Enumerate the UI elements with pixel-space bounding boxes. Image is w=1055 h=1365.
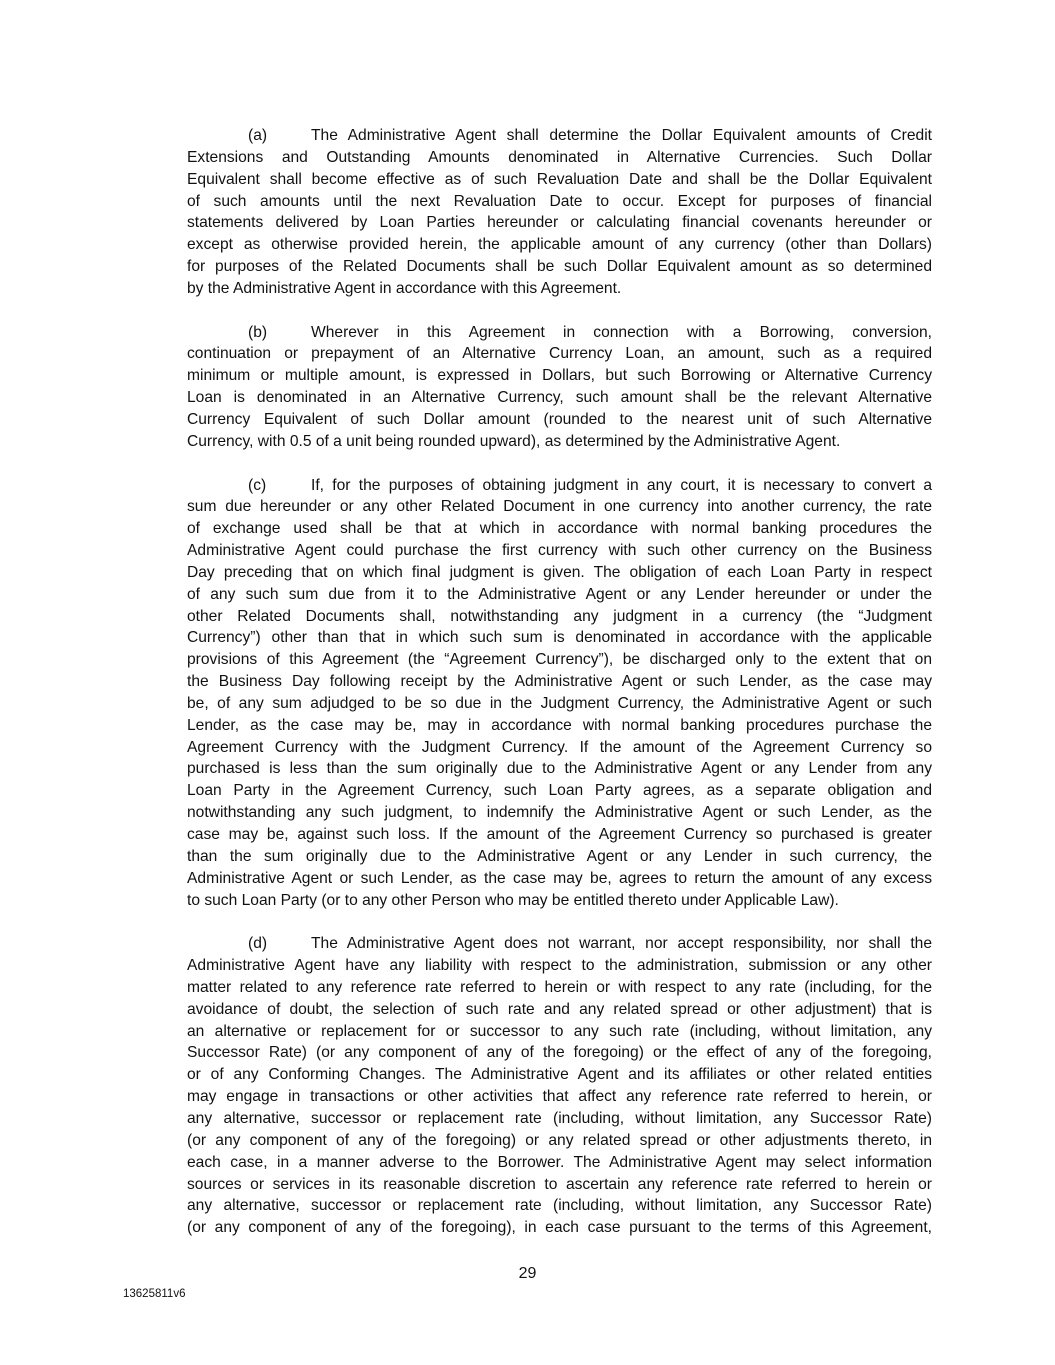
first-line <box>187 475 932 497</box>
text-line: (or any component of any of the foregoing) or any related spread or other adjustments thereto, in <box>187 1131 932 1149</box>
text-line: other Related Documents shall, notwithstanding any judgment in a currency (the “Judgment <box>187 607 932 625</box>
text-line: purchased is less than the sum originally due to the Administrative Agent or any Lender from any <box>187 760 932 778</box>
paragraph-label: (d) <box>248 935 268 953</box>
text-line: avoidance of doubt, the selection of such rate and any related spread or other adjustment) that is <box>187 1000 932 1018</box>
text-line: statements delivered by Loan Parties hereunder or calculating financial covenants hereunder or <box>187 214 932 232</box>
text-line: Agreement Currency with the Judgment Currency. If the amount of the Agreement Currency so <box>187 738 932 756</box>
paragraph-label: (c) <box>248 476 267 494</box>
text-line: Wherever in this Agreement in connection with a Borrowing, conversion, <box>311 323 932 341</box>
text-line: (or any component of any of the foregoing), in each case pursuant to the terms of this Agreement, <box>187 1219 932 1237</box>
first-line <box>187 933 932 955</box>
text-line: Equivalent shall become effective as of such Revaluation Date and shall be the Dollar Equivalent <box>187 170 932 188</box>
text-line: minimum or multiple amount, is expressed in Dollars, but such Borrowing or Alternative Currency <box>187 367 932 385</box>
text-line: each case, in a manner adverse to the Borrower. The Administrative Agent may select information <box>187 1153 932 1171</box>
document-id: 13625811v6 <box>123 1288 186 1300</box>
text-line: Currency”) other than that in which such sum is denominated in accordance with the applicable <box>187 629 932 647</box>
text-line: continuation or prepayment of an Alternative Currency Loan, an amount, such as a required <box>187 345 932 363</box>
paragraph-d <box>187 933 932 1239</box>
text-line: by the Administrative Agent in accordance with this Agreement. <box>187 279 622 297</box>
first-line <box>187 322 932 344</box>
text-line: for purposes of the Related Documents shall be such Dollar Equivalent amount as so determined <box>187 258 932 276</box>
text-line: be, of any sum adjudged to be so due in the Judgment Currency, the Administrative Agent or such <box>187 694 932 712</box>
text-line: Administrative Agent or such Lender, as the case may be, agrees to return the amount of any excess <box>187 869 932 887</box>
paragraph-c <box>187 475 932 912</box>
text-line: of any such sum due from it to the Administrative Agent or any Lender hereunder or under the <box>187 585 932 603</box>
text-line: to such Loan Party (or to any other Person who may be entitled thereto under Applicable Law). <box>187 891 839 909</box>
text-line: If, for the purposes of obtaining judgment in any court, it is necessary to convert a <box>311 476 932 494</box>
text-line: matter related to any reference rate referred to herein or with respect to any rate (including, for the <box>187 978 932 996</box>
text-line: The Administrative Agent shall determine the Dollar Equivalent amounts of Credit <box>311 127 932 144</box>
text-line: Day preceding that on which final judgment is given. The obligation of each Loan Party in respect <box>187 563 932 581</box>
page-number: 29 <box>518 1265 537 1282</box>
text-line: Administrative Agent have any liability with respect to the administration, submission or any other <box>187 957 932 975</box>
text-line: provisions of this Agreement (the “Agreement Currency”), be discharged only to the extent that on <box>187 651 932 669</box>
text-line: Loan Party in the Agreement Currency, such Loan Party agrees, as a separate obligation and <box>187 782 932 800</box>
document-body <box>187 125 932 1261</box>
text-line: any alternative, successor or replacement rate (including, without limitation, any Successor Rate) <box>187 1197 932 1215</box>
paragraph-label: (a) <box>248 127 268 144</box>
text-line: an alternative or replacement for or successor to any such rate (including, without limitation, any <box>187 1022 932 1040</box>
text-line: may engage in transactions or other activities that affect any reference rate referred to herein, or <box>187 1088 932 1106</box>
text-line: of exchange used shall be that at which in accordance with normal banking procedures the <box>187 520 932 538</box>
text-line: or of any Conforming Changes. The Administrative Agent and its affiliates or other related entities <box>187 1066 932 1084</box>
text-line: Loan is denominated in an Alternative Currency, such amount shall be the relevant Alternative <box>187 389 932 407</box>
text-line: except as otherwise provided herein, the applicable amount of any currency (other than Dollars) <box>187 236 932 254</box>
text-line: sum due hereunder or any other Related Document in one currency into another currency, the rate <box>187 498 932 516</box>
text-line: than the sum originally due to the Administrative Agent or any Lender in such currency, the <box>187 847 932 865</box>
text-line: Currency Equivalent of such Dollar amount (rounded to the nearest unit of such Alternative <box>187 410 932 428</box>
text-line: the Business Day following receipt by the Administrative Agent or such Lender, as the case may <box>187 673 932 691</box>
paragraph-label: (b) <box>248 323 268 341</box>
text-line: case may be, against such loss. If the amount of the Agreement Currency so purchased is greater <box>187 826 932 843</box>
text-line: Currency, with 0.5 of a unit being rounded upward), as determined by the Administrative Agent. <box>187 432 841 450</box>
text-line: The Administrative Agent does not warrant, nor accept responsibility, nor shall the <box>311 935 932 953</box>
text-line: any alternative, successor or replacement rate (including, without limitation, any Successor Rate) <box>187 1109 932 1127</box>
paragraph-b <box>187 322 932 453</box>
text-line: Extensions and Outstanding Amounts denominated in Alternative Currencies. Such Dollar <box>187 148 932 166</box>
paragraph-a <box>187 125 932 300</box>
first-line <box>187 125 932 147</box>
text-line: notwithstanding any such judgment, to indemnify the Administrative Agent or such Lender, as the <box>187 804 932 822</box>
text-line: Administrative Agent could purchase the first currency with such other currency on the Business <box>187 542 932 560</box>
text-line: sources or services in its reasonable discretion to ascertain any reference rate referred to herein or <box>187 1175 932 1193</box>
text-line: Successor Rate) (or any component of any of the foregoing) or the effect of any of the foregoing, <box>187 1044 932 1062</box>
text-line: Lender, as the case may be, may in accordance with normal banking procedures purchase the <box>187 716 932 734</box>
text-line: of such amounts until the next Revaluation Date to occur. Except for purposes of financial <box>187 192 932 210</box>
